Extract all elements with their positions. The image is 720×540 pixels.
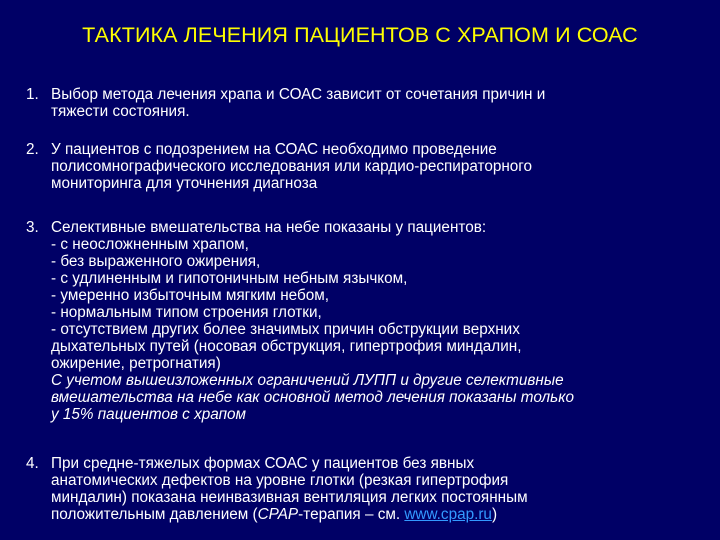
item-line: При средне-тяжелых формах СОАС у пациентов без явных bbox=[51, 455, 475, 472]
item-line: миндалин) показана неинвазивная вентиляция легких постоянным bbox=[51, 489, 528, 506]
item-line: мониторинга для уточнения диагноза bbox=[51, 175, 318, 192]
item-line-last bbox=[51, 506, 716, 523]
item-note-line: вмешательства на небе как основной метод лечения показаны только bbox=[51, 389, 574, 406]
item-line: полисомнографического исследования или кардио-респираторного bbox=[51, 158, 533, 175]
item-line: - без выраженного ожирения, bbox=[51, 253, 261, 270]
item-number: 1. bbox=[26, 86, 39, 103]
line-text: положительным давлением ( bbox=[51, 506, 258, 523]
item-number: 3. bbox=[26, 219, 39, 236]
item-text bbox=[51, 455, 716, 523]
line-text: ) bbox=[491, 506, 498, 523]
item-text bbox=[51, 86, 716, 120]
cpap-website-link[interactable]: www.cpap.ru bbox=[404, 506, 492, 523]
item-line: - с неосложненным храпом, bbox=[51, 236, 249, 253]
item-line: ожирение, ретрогнатия) bbox=[51, 355, 221, 372]
item-line: Выбор метода лечения храпа и СОАС зависит от сочетания причин и bbox=[51, 86, 546, 103]
item-line: У пациентов с подозрением на СОАС необходимо проведение bbox=[51, 141, 497, 158]
item-text bbox=[51, 141, 716, 192]
item-line: - отсутствием других более значимых причин обструкции верхних bbox=[51, 321, 520, 338]
item-line: - нормальным типом строения глотки, bbox=[51, 304, 322, 321]
item-text bbox=[51, 219, 716, 423]
item-line: - умеренно избыточным мягким небом, bbox=[51, 287, 330, 304]
item-line: - с удлиненным и гипотоничным небным язычком, bbox=[51, 270, 408, 287]
item-line: тяжести состояния. bbox=[51, 103, 190, 120]
line-text: -терапия – см. bbox=[298, 506, 405, 523]
item-number: 4. bbox=[26, 455, 39, 472]
item-note-line: у 15% пациентов с храпом bbox=[51, 406, 246, 423]
item-number: 2. bbox=[26, 141, 39, 158]
slide-title: ТАКТИКА ЛЕЧЕНИЯ ПАЦИЕНТОВ С ХРАПОМ И СОАС bbox=[82, 23, 638, 47]
item-line: дыхательных путей (носовая обструкция, гипертрофия миндалин, bbox=[51, 338, 522, 355]
item-note-line: С учетом вышеизложенных ограничений ЛУПП и другие селективные bbox=[51, 372, 564, 389]
item-line: Селективные вмешательства на небе показаны у пациентов: bbox=[51, 219, 487, 236]
cpap-term: CPAP bbox=[257, 506, 299, 523]
item-line: анатомических дефектов на уровне глотки (резкая гипертрофия bbox=[51, 472, 509, 489]
